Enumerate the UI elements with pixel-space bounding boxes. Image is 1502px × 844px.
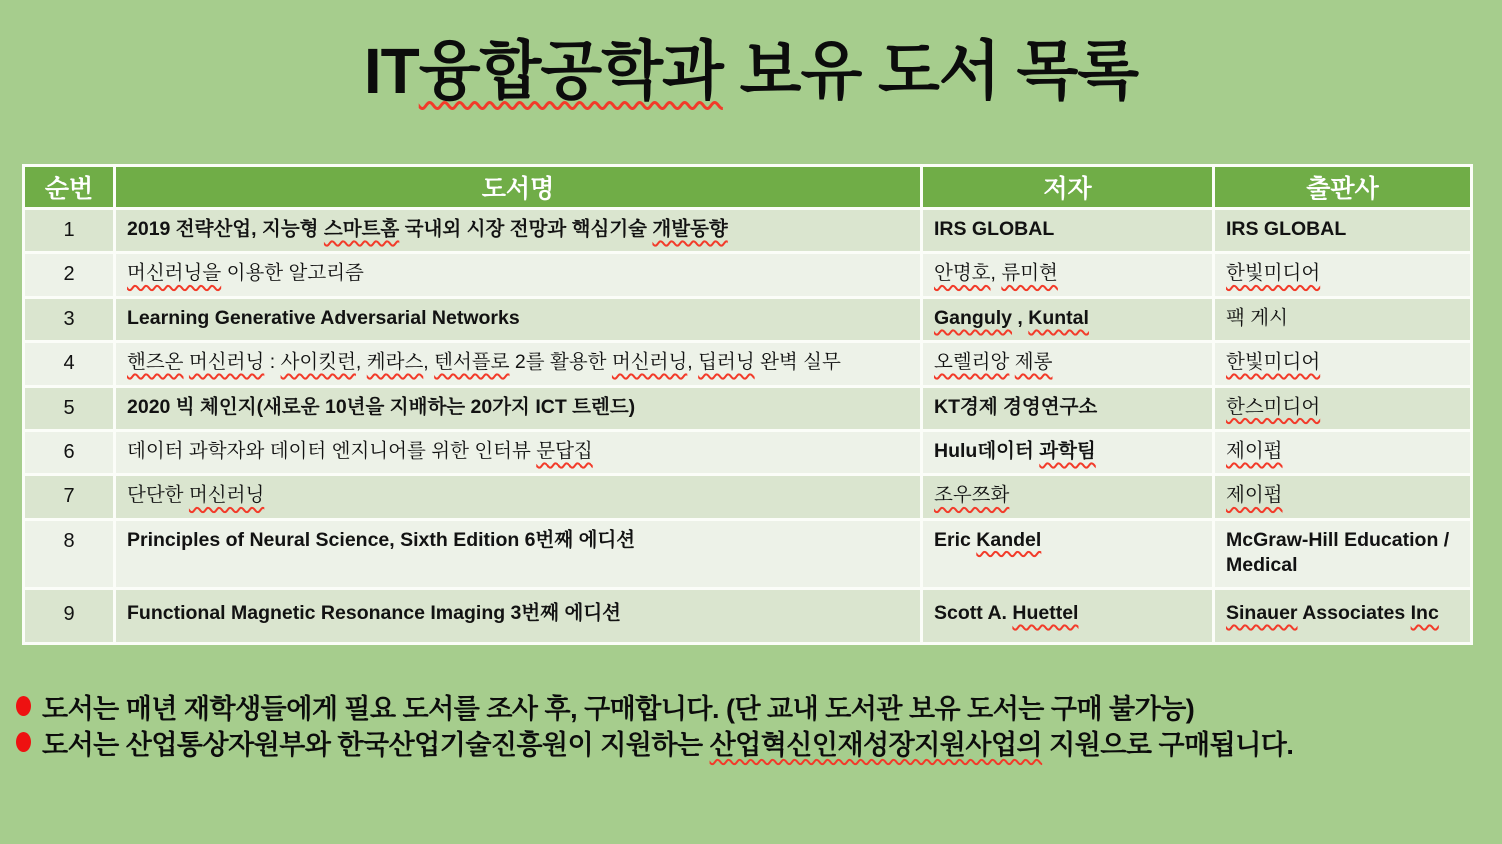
text-segment: 2를 활용한: [509, 351, 612, 374]
bullet-icon: [16, 732, 31, 752]
book-table: [22, 164, 1473, 645]
cell-author: [922, 475, 1214, 519]
cell-author: [922, 589, 1214, 643]
misspell-underline: 한빛미디어: [1226, 262, 1321, 285]
cell-publisher: [1214, 342, 1472, 386]
misspell-underline: 머신러닝: [611, 351, 688, 374]
cell-no: 6: [24, 430, 115, 474]
cell-title: [115, 475, 922, 519]
cell-no: 2: [24, 253, 115, 297]
text-segment: IT: [363, 35, 419, 107]
table-row-6: [24, 430, 1472, 474]
text-segment: 보유 도서 목록: [722, 35, 1139, 107]
misspell-underline: 산업혁신인재성장지원사업의: [709, 729, 1043, 760]
text-segment: 데이터 과학자와 데이터 엔지니어를 위한 인터뷰: [127, 439, 537, 462]
cell-publisher: [1214, 386, 1472, 430]
text-segment: ,: [687, 351, 699, 374]
col-header-no: 순번: [24, 166, 115, 209]
note-text: [42, 723, 1293, 762]
text-segment: McGraw-Hill Education / Medical: [1226, 528, 1450, 577]
misspell-underline: 류미현: [1001, 262, 1058, 285]
text-segment: 팩 게시: [1226, 306, 1288, 329]
cell-title: [115, 297, 922, 341]
text-segment: Hulu데이터: [934, 439, 1040, 462]
cell-no: 4: [24, 342, 115, 386]
misspell-underline: 융합공학과: [418, 35, 723, 107]
text-segment: ,: [1012, 306, 1029, 329]
table-header-row: [24, 166, 1472, 209]
table-row-2: [24, 253, 1472, 297]
misspell-underline: 한스미디어: [1226, 395, 1321, 418]
cell-publisher: [1214, 475, 1472, 519]
text-segment: 2019 전략산업, 지능형: [127, 218, 324, 240]
cell-author: [922, 519, 1214, 588]
text-segment: Eric: [934, 528, 977, 551]
misspell-underline: 조우쯔화: [934, 484, 1010, 507]
misspell-underline: Huettel: [1012, 602, 1079, 625]
misspell-underline: 문답집: [536, 439, 593, 462]
text-segment: 단단한: [127, 484, 189, 507]
misspell-underline: 과학팀: [1039, 439, 1096, 462]
cell-author: [922, 342, 1214, 386]
misspell-underline: 사이킷런: [280, 351, 356, 374]
cell-no: 7: [24, 475, 115, 519]
table-row-4: [24, 342, 1472, 386]
misspell-underline: 핸즈온: [127, 351, 184, 374]
misspell-underline: 제롱: [1014, 351, 1053, 374]
note-line: [16, 724, 1496, 760]
cell-author: [922, 297, 1214, 341]
notes-section: [16, 688, 1496, 760]
cell-title: [115, 342, 922, 386]
table-row-1: [24, 209, 1472, 253]
text-segment: 완벽 실무: [754, 351, 841, 374]
note-text: [42, 687, 1194, 726]
misspell-underline: 텐서플로: [434, 351, 510, 374]
misspell-underline: 개발동향: [652, 218, 728, 240]
text-segment: KT경제 경영연구소: [934, 395, 1098, 418]
cell-title: [115, 430, 922, 474]
text-segment: 이용한 알고리즘: [221, 262, 364, 285]
text-segment: 도서는 매년 재학생들에게 필요 도서를 조사 후, 구매합니다. (단 교내 도서관 보유 도서는 구매 불가능): [42, 693, 1195, 724]
cell-publisher: [1214, 297, 1472, 341]
cell-title: [115, 589, 922, 643]
misspell-underline: 제이펍: [1226, 484, 1283, 507]
cell-publisher: [1214, 430, 1472, 474]
cell-title: [115, 519, 922, 588]
bullet-icon: [16, 696, 31, 716]
misspell-underline: 케라스: [366, 351, 424, 374]
cell-no: 5: [24, 386, 115, 430]
cell-author: [922, 253, 1214, 297]
cell-no: 1: [24, 209, 115, 253]
cell-author: [922, 430, 1214, 474]
misspell-underline: 한빛미디어: [1226, 351, 1321, 374]
text-segment: Associates: [1297, 602, 1411, 625]
misspell-underline: 안명호: [934, 262, 991, 285]
misspell-underline: 딥러닝: [698, 351, 755, 374]
text-segment: ,: [355, 351, 367, 374]
text-segment: 2020 빅 체인지(새로운 10년을 지배하는 20가지 ICT 트렌드): [127, 395, 636, 418]
col-header-title: 도서명: [115, 166, 922, 209]
misspell-underline: Inc: [1410, 602, 1439, 625]
cell-no: 9: [24, 589, 115, 643]
table-row-5: [24, 386, 1472, 430]
text-segment: Functional Magnetic Resonance Imaging 3번째 에디션: [127, 602, 622, 625]
cell-title: [115, 209, 922, 253]
misspell-underline: 머신러닝: [188, 351, 265, 374]
text-segment: IRS GLOBAL: [934, 218, 1055, 240]
misspell-underline: 제이펍: [1226, 439, 1283, 462]
misspell-underline: 머신러닝: [188, 484, 265, 507]
text-segment: :: [264, 351, 281, 374]
cell-author: [922, 209, 1214, 253]
cell-title: [115, 386, 922, 430]
cell-publisher: [1214, 589, 1472, 643]
text-segment: Scott A.: [934, 602, 1013, 625]
cell-author: [922, 386, 1214, 430]
text-segment: 지원으로 구매됩니다.: [1042, 729, 1294, 760]
misspell-underline: 머신러닝을: [127, 262, 222, 285]
misspell-underline: Kuntal: [1028, 306, 1089, 329]
misspell-underline: 스마트홈: [323, 218, 400, 240]
table-row-3: [24, 297, 1472, 341]
cell-no: 8: [24, 519, 115, 588]
cell-no: 3: [24, 297, 115, 341]
note-line: [16, 688, 1496, 724]
text-segment: Principles of Neural Science, Sixth Edition 6번째 에디션: [127, 528, 636, 551]
table-row-8: [24, 519, 1472, 588]
misspell-underline: Kandel: [976, 528, 1042, 551]
page-title: [0, 20, 1502, 112]
text-segment: 도서는 산업통상자원부와 한국산업기술진흥원이 지원하는: [42, 729, 710, 760]
cell-publisher: [1214, 519, 1472, 588]
cell-publisher: [1214, 253, 1472, 297]
table-row-9: [24, 589, 1472, 643]
table-row-7: [24, 475, 1472, 519]
misspell-underline: Ganguly: [934, 306, 1013, 329]
text-segment: ,: [990, 262, 1002, 285]
misspell-underline: 오렐리앙: [934, 351, 1010, 374]
cell-publisher: [1214, 209, 1472, 253]
cell-title: [115, 253, 922, 297]
col-header-author: 저자: [922, 166, 1214, 209]
text-segment: 국내외 시장 전망과 핵심기술: [399, 218, 653, 240]
text-segment: ,: [423, 351, 435, 374]
text-segment: IRS GLOBAL: [1226, 218, 1347, 240]
text-segment: Learning Generative Adversarial Networks: [127, 306, 520, 329]
misspell-underline: Sinauer: [1226, 602, 1298, 625]
col-header-publisher: 출판사: [1214, 166, 1472, 209]
